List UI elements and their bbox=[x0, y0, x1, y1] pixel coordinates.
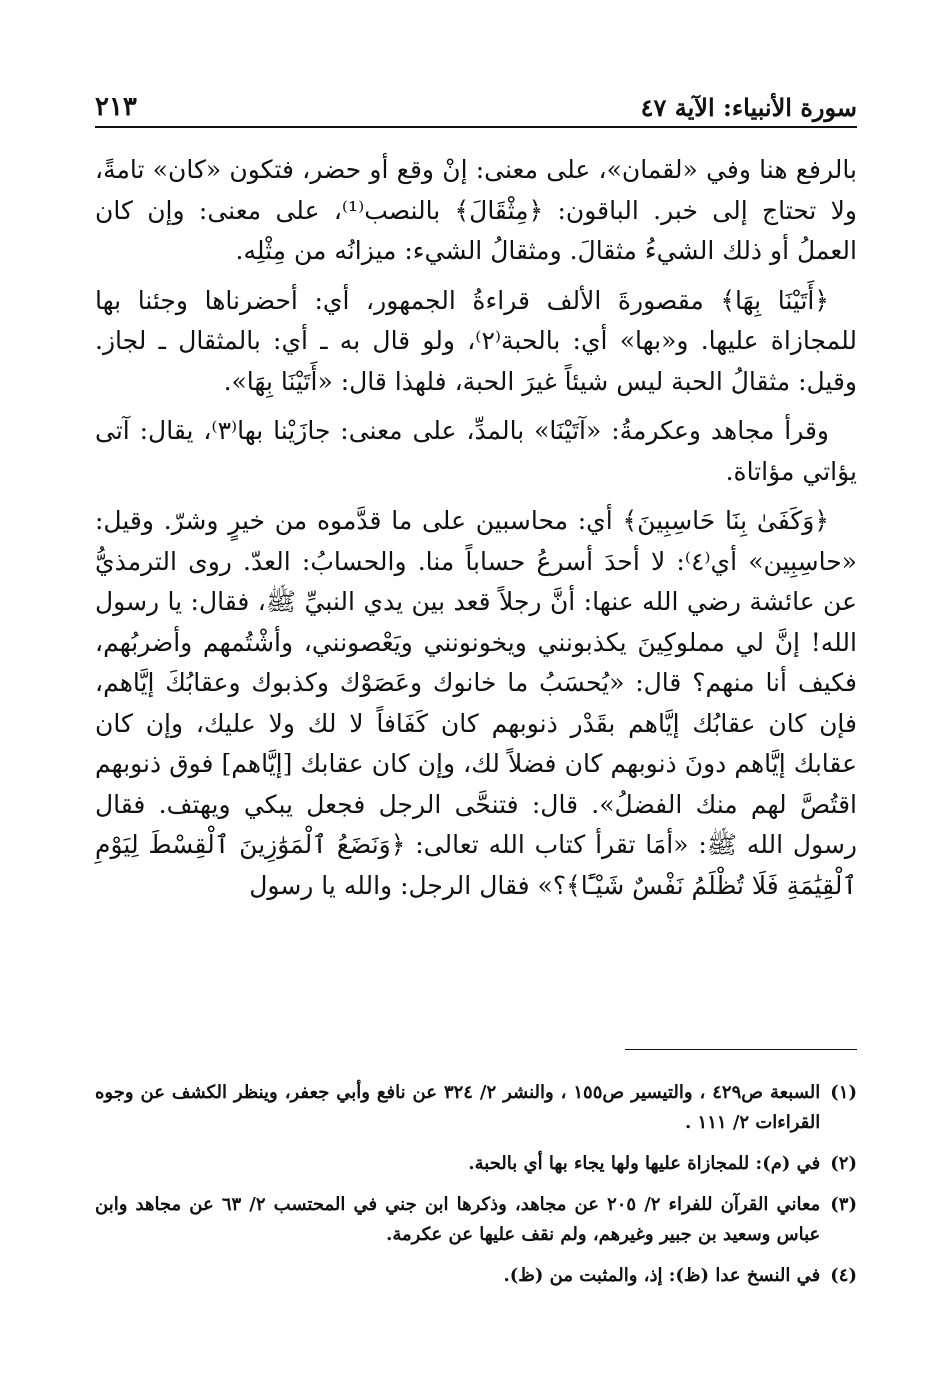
footnote-text: السبعة ص٤٢٩ ، والتيسير ص١٥٥ ، والنشر ٢/ ٣٢٤ عن نافع وأبي جعفر، وينظر الكشف عن وجوه القراءات ٢/ ١١١ . bbox=[95, 1082, 821, 1133]
footnote bbox=[95, 1261, 857, 1291]
footnotes bbox=[95, 1078, 857, 1302]
footnote-number: (١) bbox=[830, 1082, 857, 1103]
footnote-separator bbox=[625, 1049, 857, 1050]
footnote bbox=[95, 1149, 857, 1179]
page-number: ٢١٣ bbox=[95, 92, 137, 122]
paragraph: ﴿أَتَيْنَا بِهَا﴾ مقصورةَ الألف قراءةُ الجمهور، أي: أحضرناها وجئنا بها للمجازاة عليها. و«بها» أي: بالحبة⁽٢⁾، ولو قال به ـ أي: بالمثقال ـ لجاز. وقيل: مثقالُ الحبة ليس شيئاً غيرَ الحبة، فلهذا قال: «أَتَيْنَا بِهَا». bbox=[95, 285, 857, 396]
footnote bbox=[95, 1190, 857, 1250]
footnote-number: (٣) bbox=[830, 1194, 857, 1215]
main-text bbox=[95, 150, 857, 915]
running-title: سورة الأنبياء: الآية ٤٧ bbox=[640, 93, 857, 122]
footnote-text: في النسخ عدا (ظ): إذ، والمثبت من (ظ). bbox=[503, 1265, 821, 1286]
footnote-text: معاني القرآن للفراء ٢/ ٢٠٥ عن مجاهد، وذكرها ابن جني في المحتسب ٢/ ٦٣ عن مجاهد وابن عباس وسعيد بن جبير وغيرهم، ولم نقف عليها عن عكرمة. bbox=[95, 1194, 821, 1245]
paragraph: وقرأ مجاهد وعكرمةُ: «آتَيْنَا» بالمدِّ، على معنى: جازَيْنا بها⁽٣⁾، يقال: آتى يؤاتي مؤاتاة. bbox=[95, 416, 857, 486]
paragraph: بالرفع هنا وفي «لقمان»، على معنى: إنْ وقع أو حضر، فتكون «كان» تامةً، ولا تحتاج إلى خبر. الباقون: ﴿مِثْقَالَ﴾ بالنصب⁽¹⁾، على معنى: وإن كان العملُ أو ذلك الشيءُ مثقالَ. ومثقالُ الشيء: ميزانُه من مِثْلِه. bbox=[95, 155, 857, 265]
footnote-number: (٤) bbox=[830, 1265, 857, 1286]
page-header bbox=[95, 70, 857, 128]
footnote-number: (٢) bbox=[830, 1153, 857, 1174]
footnote bbox=[95, 1078, 857, 1138]
paragraph: ﴿وَكَفَىٰ بِنَا حَاسِبِينَ﴾ أي: محاسبين على ما قدَّموه من خيرٍ وشرّ. وقيل: «حاسِبِين» أي⁽٤⁾: لا أحدَ أسرعُ حساباً منا. والحسابُ: العدّ. روى الترمذيُّ عن عائشة رضي الله عنها: أنَّ رجلاً قعد بين يدي النبيِّ ﷺ، فقال: يا رسول الله! إنَّ لي مملوكِينَ يكذبونني ويخونونني ويَعْصونني، وأشْتُمهم وأضربُهم، فكيف أنا منهم؟ قال: «يُحسَبُ ما خانوك وعَصَوْك وكذبوك وعقابُكَ إيَّاهم، فإن كان عقابُك إيَّاهم بقَدْر ذنوبهم كان كَفَافاً لا لك ولا عليك، وإن كان عقابك إيَّاهم دونَ ذنوبهم كان فضلاً لك، وإن كان عقابك [إيَّاهم] فوق ذنوبهم اقتُصَّ لهم منك الفضلُ». قال: فتنحَّى الرجل فجعل يبكي ويهتف. فقال رسول الله ﷺ: «أمَا تقرأ كتاب الله تعالى: ﴿وَنَضَعُ ٱلْمَوَٰزِينَ ٱلْقِسْطَ لِيَوْمِ ٱلْقِيَٰمَةِ فَلَا تُظْلَمُ نَفْسٌ شَيْـًٔا﴾؟» فقال الرجل: والله يا رسول bbox=[95, 506, 857, 900]
footnote-text: في (م): للمجازاة عليها ولها يجاء بها أي بالحبة. bbox=[468, 1153, 821, 1174]
